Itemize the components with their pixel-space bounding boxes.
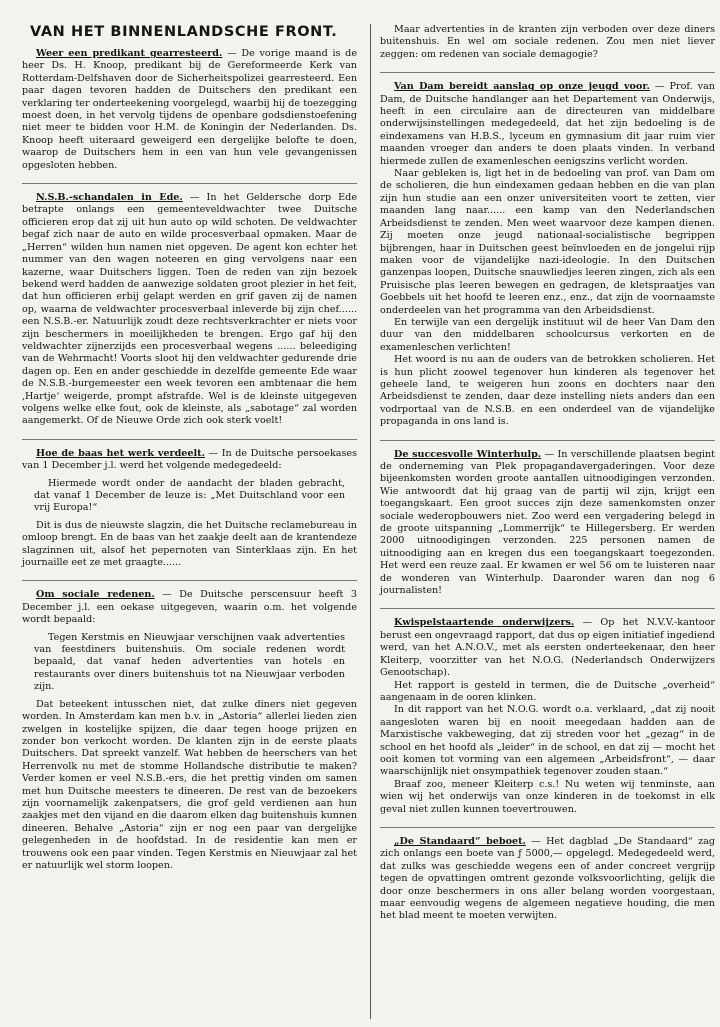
paragraph-text: Het rapport is gesteld in termen, die de Duitsche „overheid“ aangenaam in de ooren klinken.: [380, 679, 715, 703]
article-paragraph: Kwispelstaartende onderwijzers. — Op het N.V.V.-kantoor berust een ongevraagd rapport, dat dus op eigen initiatief ingediend werd, van het A.N.O.V., met als eersten onderteekenaar, den heer Kleiterp, voorzitter van het N.O.G. (Nederlandsch Onderwijzers Genootschap).: [380, 617, 716, 679]
paragraph-text: Op het N.V.V.-kantoor berust een ongevraagd rapport, dat dus op eigen initiatief ingediend werd, van het A.N.O.V., met als eersten onderteekenaar, den heer Kleiterp, voorzitter van het N.O.G. (Nederlandsch Onderwijzers Genootschap).: [380, 617, 716, 679]
article-paragraph: Om sociale redenen. — De Duitsche perscensuur heeft 3 December j.l. een oekase uitgegeven, waarin o.m. het volgende wordt bepaald:: [22, 589, 357, 626]
paragraph-text: In verschillende plaatsen begint de onderneming van Plek propagandavergaderingen. Voor deze bijeenkomsten worden groote aantallen uitnoodigingen verzonden. Wie antwoordt dat hij graag van de partij wil zijn, krijgt een toegangskaart. Een groot succes zijn deze samenkomsten onzer sociale wederopbouwers niet. Zoo werd een vergadering belegd in de groote uitspanning „Lommerrijk“ te Hillegersberg. Er werden 2000 uitnoodigingen verzonden. 225 personen namen de uitnoodiging aan en kregen dus een toegangskaart toegezonden. Het werd een reuze zaal. Er kwamen er wel 56 om te luisteren naar de wonderen van Winterhulp. Daaronder waren dan nog 6 journalisten!: [380, 448, 715, 597]
article-title: Kwispelstaartende onderwijzers.: [394, 617, 575, 629]
paragraph-text: In het Gelderschе dorp Ede betrapte onlangs een gemeenteveldwachter twee Duitsche officieren erop dat zij uit hun auto op wild schoten. De veldwachter begaf zich naar de auto en wilde procesverbaal opmaken. Maar de „Herren“ wilden hun namen niet opgeven. De agent kon echter het nummer van den wagen noteeren en ging vervolgens naar een kazerne, waar Duitschers liggen. Toen de reden van zijn bezoek bekend werd hadden de aanwezige soldaten groot plezier in het feit, dat hun officieren erbij gelapt werden en grif gaven zij de namen op, waarna de veldwachter procesverbaal inleverde bij zijn chef...... een N.S.B.-er. Natuurlijk zoudt deze rechtsverkrachter er niets voor zijn beschermers in moeilijkheden te brengen. Ergo gaf hij den veldwachter zijnerzijds een procesverbaal wegens ...... beleediging van de Wehrmacht! Voorts sloot hij den veldwachter gedurende drie dagen op. Een en ander geschiedde in dezelfde gemeente Ede waar de N.S.B.-burgemeester een week tevoren een ambtenaar die hem ‚Hartje‘ weigerde, prompt afstrafde. Wel is de kleinste uitgegeven volgens welke elke fout, ook de kleinste, als „sabotage“ zal worden aangemerkt. Of de Nieuwe Orde zich ook sterk voelt!: [22, 192, 357, 427]
article-divider: [380, 827, 715, 828]
article: [22, 192, 357, 428]
article-paragraph: N.S.B.-schandalen in Ede. — In het Gelderschе dorp Ede betrapte onlangs een gemeenteveldwachter twee Duitsche officieren erop dat zij uit hun auto op wild schoten. De veldwachter begaf zich naar de auto en wilde procesverbaal opmaken. Maar de „Herren“ wilden hun namen niet opgeven. De agent kon echter het nummer van den wagen noteeren en ging vervolgens naar een kazerne, waar Duitschers liggen. Toen de reden van zijn bezoek bekend werd hadden de aanwezige soldaten groot plezier in het feit, dat hun officieren erbij gelapt werden en grif gaven zij de namen op, waarna de veldwachter procesverbaal inleverde bij zijn chef...... een N.S.B.-er. Natuurlijk zoudt deze rechtsverkrachter er niets voor zijn beschermers in moeilijkheden te brengen. Ergo gaf hij den veldwachter zijnerzijds een procesverbaal wegens ...... beleediging van de Wehrmacht! Voorts sloot hij den veldwachter gedurende drie dagen op. Een en ander geschiedde in dezelfde gemeente Ede waar de N.S.B.-burgemeester een week tevoren een ambtenaar die hem ‚Hartje‘ weigerde, prompt afstrafde. Wel is de kleinste uitgegeven volgens welke elke fout, ook de kleinste, als „sabotage“ zal worden aangemerkt. Of de Nieuwe Orde zich ook sterk voelt!: [22, 192, 357, 427]
paragraph-text: En terwijle van een dergelijk instituut wil de heer Van Dam den duur van den middelbaren schoolcursus verkorten en de examenleschen verlichten!: [380, 316, 715, 353]
article-title: Weer een predikant gearresteerd.: [36, 48, 223, 59]
article-paragraph: [380, 317, 715, 354]
article-paragraph: [380, 779, 715, 816]
article-paragraph: [380, 168, 715, 317]
paragraph-text: Naar gebleken is, ligt het in de bedoeling van prof. van Dam om de scholieren, die hun eindexamen gedaan hebben en die van plan zijn hun studie aan een onzer universiteiten voort te zetten, vier maanden lang naar...... een kamp van den Nederlandschen Arbeidsdienst te zenden. Men weet waarvoor deze kampen dienen. Zij moeten onze jeugd nationaal-socialistische begrippen bijbrengen, haar in Duitschen geest beïnvloeden en de jongelui rijp maken voor de vijandelijke nazi-ideologie. In den Duitschen ganzenpas loopen, Duitsche snauwliedjes leeren zingen, zich als een Pruisische plas leeren bewegen en gedragen, de kletspraatjes van Goebbels uit het hoofd te leeren enz., enz., dat zijn de voornaamste onderdeelen van het programma van den Arbeidsdienst.: [380, 168, 715, 316]
newspaper-page: [22, 24, 716, 1019]
paragraph-text: Tegen Kerstmis en Nieuwjaar verschijnen vaak advertenties van feestdiners buitenshuis. Om sociale redenen wordt bepaald, dat vanaf heden advertenties van hotels en restaurants over diners buitenshuis tot na Nieuwjaar verboden zijn.: [34, 631, 345, 693]
article-divider: [380, 72, 715, 73]
article-title: N.S.B.-schandalen in Ede.: [36, 192, 183, 204]
article-paragraph: [34, 632, 345, 694]
paragraph-text: In dit rapport van het N.O.G. wordt o.a. verklaard, „dat zij nooit aangesloten waren bij en nooit meegedaan hadden aan de Marxistische vakbeweging, dat zij streden voor het „gezag“ in de school en het hoofd als „leider“ in de school, en dat zij — mocht het ooit komen tot vorming van een algemeen „Arbeidsfront“, — daar waarschijnlijk niet onsympathiek tegenover zouden staan.“: [380, 704, 715, 778]
article: [380, 24, 715, 61]
article-paragraph: [380, 680, 715, 705]
column-divider: [370, 24, 371, 1019]
paragraph-text: Het dagblad „De Standaard“ zag zich onlangs een boete van ƒ 5000,— opgelegd. Medegedeeld werd, dat zulks was geschiedde wegens een of ander concreet vergrijp tegen de opvattingen omtrent gezonde volksvoorlichting, gelijk die door onze beschermers in ons aller belang worden voorgestaan, maar eenvoudig wegens de algemeen negatieve houding, die men het blad meent te moeten verwijten.: [380, 835, 715, 922]
paragraph-text: Hiermede wordt onder de aandacht der bladen gebracht, dat vanaf 1 December de leuze is: „Met Duitschland voor een vrij Europa!“: [34, 477, 345, 514]
paragraph-text: Dit is dus de nieuwste slagzin, die het Duitsche reclamebureau in omloop brengt. En de baas van het zaakje deelt aan de krantendeze slagzinnen uit, alsof het pepernoten van Sinterklaas zijn. En het journaille eet ze met graagte......: [22, 519, 357, 569]
right-column: [380, 24, 715, 934]
article-paragraph: „De Standaard“ beboet. — Het dagblad „De Standaard“ zag zich onlangs een boete van ƒ 5000,— opgelegd. Medegedeeld werd, dat zulks was geschiedde wegens een of ander concreet vergrijp tegen de opvattingen omtrent gezonde volksvoorlichting, gelijk die door onze beschermers in ons aller belang worden voorgestaan, maar eenvoudig wegens de algemeen negatieve houding, die men het blad meent te moeten verwijten.: [380, 835, 715, 922]
left-column: [22, 24, 357, 883]
paragraph-text: De vorige maand is de heer Ds. H. Knoop, predikant bij de Gereformeerde Kerk van Rotterdam-Delfshaven door de Sicherheitspolizei gearresteerd. Een paar dagen tevoren hadden de Duitschers den predikant een verklaring ter onderteekening voorgelegd, waarbij hij de toezegging moest doen, in het vervolg tijdens de openbare godsdienstoefening niet meer te bidden voor H.M. de Koningin der Nederlanden. Ds. Knoop heeft uiteraard geweigerd een dergelijke belofte te doen, waarop de Duitschers hem in een van hun vele gevangenissen opgesloten hebben.: [22, 48, 357, 171]
paragraph-text: Maar advertenties in de kranten zijn verboden over deze diners buitenshuis. En wel om sociale redenen. Zou men niet liever zeggen: om redenen van sociale demagogie?: [380, 24, 715, 60]
page-headline: VAN HET BINNENLANDSCHE FRONT.: [30, 24, 338, 40]
article-paragraph: [34, 478, 345, 515]
article-title: De succesvolle Winterhulp.: [394, 448, 542, 460]
article-paragraph: [22, 520, 357, 570]
article-divider: [22, 439, 357, 440]
article-title: „De Standaard“ beboet.: [394, 835, 526, 847]
article-paragraph: [380, 354, 715, 428]
article: [380, 81, 715, 428]
article-paragraph: Van Dam bereidt aanslag op onze jeugd voor. — Prof. van Dam, de Duitsche handlanger aan het Departement van Onderwijs, heeft in een circulaire aan de directeuren van middelbare onderwijsinstellingen medegedeeld, dat het zijn bedoeling is de eindexamens van H.B.S., lyceum en gymnasium dit jaar ruim vier maanden vroeger dan anders te doen plaats vinden. In verband hiermede zullen de examenleschen eenigszins verlicht worden.: [380, 81, 715, 167]
article: [380, 617, 715, 816]
article: [380, 836, 715, 923]
article-paragraph: [380, 704, 715, 778]
article-title: Hoe de baas het werk verdeelt.: [36, 447, 205, 459]
article-paragraph: [22, 699, 357, 873]
article-paragraph: De succesvolle Winterhulp. — In verschillende plaatsen begint de onderneming van Plek propagandavergaderingen. Voor deze bijeenkomsten worden groote aantallen uitnoodigingen verzonden. Wie antwoordt dat hij graag van de partij wil zijn, krijgt een toegangskaart. Een groot succes zijn deze samenkomsten onzer sociale wederopbouwers niet. Zoo werd een vergadering belegd in de groote uitspanning „Lommerrijk“ te Hillegersberg. Er werden 2000 uitnoodigingen verzonden. 225 personen namen de uitnoodiging aan en kregen dus een toegangskaart toegezonden. Het werd een reuze zaal. Er kwamen er wel 56 om te luisteren naar de wonderen van Winterhulp. Daaronder waren dan nog 6 journalisten!: [380, 448, 715, 597]
article: [22, 448, 357, 570]
paragraph-text: De Duitsche perscensuur heeft 3 December j.l. een oekase uitgegeven, waarin o.m. het volgende wordt bepaald:: [22, 589, 357, 626]
article: [22, 589, 357, 872]
article-title: Om sociale redenen.: [36, 589, 155, 601]
article-divider: [380, 608, 715, 609]
article-title: Van Dam bereidt aanslag op onze jeugd voor.: [394, 81, 650, 93]
quoted-notice: [34, 478, 345, 515]
article-paragraph: Weer een predikant gearresteerd. — De vorige maand is de heer Ds. H. Knoop, predikant bij de Gereformeerde Kerk van Rotterdam-Delfshaven door de Sicherheitspolizei gearresteerd. Een paar dagen tevoren hadden de Duitschers den predikant een verklaring ter onderteekening voorgelegd, waarbij hij de toezegging moest doen, in het vervolg tijdens de openbare godsdienstoefening niet meer te bidden voor H.M. de Koningin der Nederlanden. Ds. Knoop heeft uiteraard geweigerd een dergelijke belofte te doen, waarop de Duitschers hem in een van hun vele gevangenissen opgesloten hebben.: [22, 48, 357, 171]
quoted-notice: [34, 632, 345, 694]
article-paragraph: [380, 24, 715, 61]
article-divider: [22, 580, 357, 581]
paragraph-text: In de Duitsche persoekases van 1 December j.l. werd het volgende medegedeeld:: [22, 447, 357, 472]
paragraph-text: Braaf zoo, meneer Kleiterp c.s.! Nu weten wij tenminste, aan wien wij het onderwijs van onze kinderen in de toekomst in elk geval niet zullen kunnen toevertrouwen.: [380, 778, 715, 815]
paragraph-text: Dat beteekent intusschen niet, dat zulke diners niet gegeven worden. In Amsterdam kan men b.v. in „Astoria“ allerlei lieden zien zwelgen in kostelijke spijzen, die daar tegen hooge prijzen en zonder bon verkocht worden. De klanten zijn in de eerste plaats Duitschers. Dat spreekt vanzelf. Wat hebben de heerschers van het Herrenvolk nu met de stomme Hollandsche distributie te maken? Verder komen er veel N.S.B.-ers, die het prettig vinden om samen met hun Duitsche meesters te dineeren. De rest van de bezoekers zijn voornamelijk zakenpatsers, die grof geld verdienen aan hun zaakjes met den vijand en die daarom elken dag buitenshuis kunnen dineeren. Behalve „Astoria“ zijn er nog een paar van dergelijke gelegenheden in de hoofdstad. In de residentie kan men er trouwens ook een paar vinden. Tegen Kerstmis en Nieuwjaar zal het er natuurlijk wel storm loopen.: [22, 698, 357, 871]
article: [380, 449, 715, 598]
article: [22, 48, 357, 172]
article-divider: [22, 183, 357, 184]
paragraph-text: Het woord is nu aan de ouders van de betrokken scholieren. Het is hun plicht zoowel tegenover hun kinderen als tegenover het geheele land, te weigeren hun zoons en dochters naar den Arbeidsdienst te zenden, daar deze instelling niets anders dan een vodrportaal van de N.S.B. en een onderdeel van de vijandelijke propaganda in ons land is.: [380, 354, 715, 428]
paragraph-text: Prof. van Dam, de Duitsche handlanger aan het Departement van Onderwijs, heeft in een circulaire aan de directeuren van middelbare onderwijsinstellingen medegedeeld, dat het zijn bedoeling is de eindexamens van H.B.S., lyceum en gymnasium dit jaar ruim vier maanden vroeger dan anders te doen plaats vinden. In verband hiermede zullen de examenleschen eenigszins verlicht worden.: [380, 81, 715, 167]
article-divider: [380, 440, 715, 441]
article-paragraph: Hoe de baas het werk verdeelt. — In de Duitsche persoekases van 1 December j.l. werd het volgende medegedeeld:: [22, 447, 357, 472]
